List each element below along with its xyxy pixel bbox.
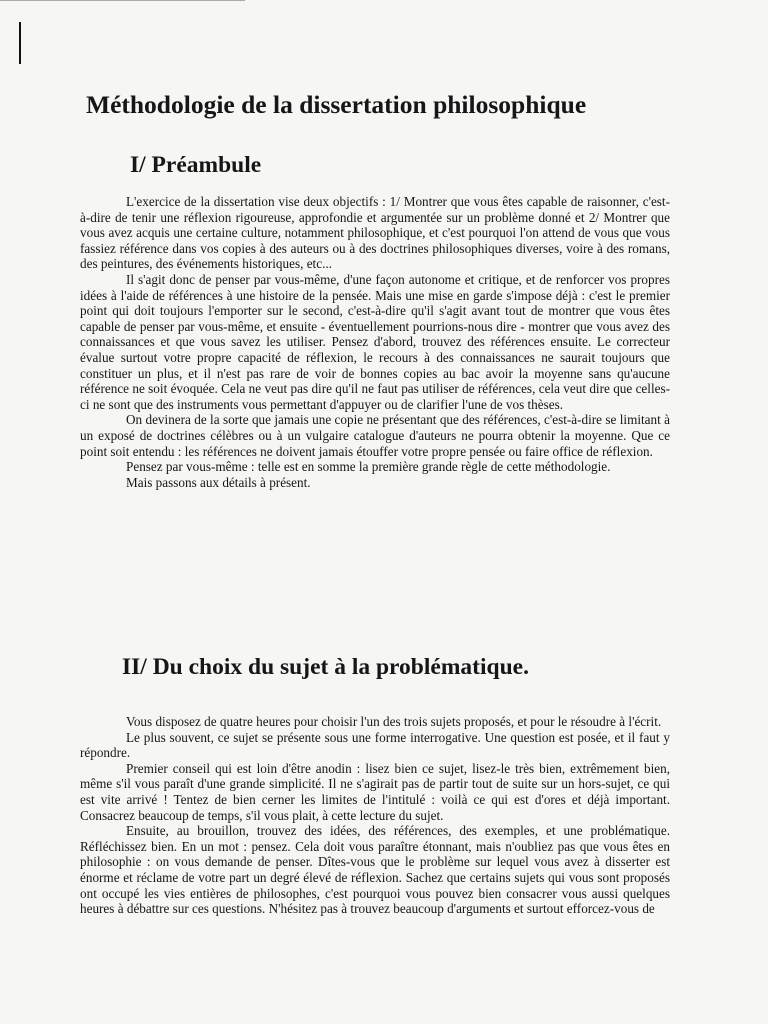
section-choix-du-sujet-body xyxy=(80,714,670,917)
paragraph: Vous disposez de quatre heures pour choisir l'un des trois sujets proposés, et pour le résoudre à l'écrit. xyxy=(126,714,662,729)
paragraph: Mais passons aux détails à présent. xyxy=(126,474,311,490)
paragraph: Le plus souvent, ce sujet se présente sous une forme interrogative. Une question est posée, et il faut y répondre. xyxy=(80,729,670,761)
paragraph: Il s'agit donc de penser par vous-même, d'une façon autonome et critique, et de renforcer vos propres idées à l'aide de références à une histoire de la pensée. Mais une mise en garde s'impose déjà : c'est le premier point qui doit toujours l'emporter sur le second, c'est-à-dire qu'il s'agit avant tout de montrer que vous êtes capable de penser par vous-même, et ensuite - éventuellement pourrions-nous dire - montrer que vous avez des connaissances et que vous savez les utiliser. Pensez d'abord, trouvez des références ensuite. Le correcteur évalue surtout votre propre capacité de réflexion, le recours à des connaissances ne saurait toujours que constituer un plus, et il n'est pas rare de voir de bonnes copies au bac avoir la moyenne sans qu'aucune référence ne soit évoquée. Cela ne veut pas dire qu'il ne faut pas utiliser de références, cela veut dire que celles-ci ne sont que des instruments vous permettant d'appuyer ou de clarifier l'une de vos thèses. xyxy=(80,271,670,412)
section-heading-preambule: I/ Préambule xyxy=(130,152,262,178)
section-heading-choix-du-sujet: II/ Du choix du sujet à la problématique. xyxy=(122,654,529,680)
paragraph: L'exercice de la dissertation vise deux objectifs : 1/ Montrer que vous êtes capable de raisonner, c'est-à-dire de tenir une réflexion rigoureuse, approfondie et argumentée sur un problème donné et 2/ Montrer que vous avez acquis une certaine culture, notamment philosophique, et c'est pourquoi l'on attend de vous que vous fassiez référence dans vos copies à des auteurs ou à des doctrines philosophiques diverses, voire à des romans, des peintures, des événements historiques, etc... xyxy=(80,194,670,272)
paragraph: Premier conseil qui est loin d'être anodin : lisez bien ce sujet, lisez-le très bien, extrêmement bien, même s'il vous paraît d'une grande simplicité. Il ne s'agirait pas de partir tout de suite sur un hors-sujet, ce qui est vite arrivé ! Tentez de bien cerner les limites de l'intitulé : voilà ce qui est d'ores et déjà important. Consacrez beaucoup de temps, s'il vous plait, à cette lecture du sujet. xyxy=(80,760,670,823)
document-title: Méthodologie de la dissertation philosophique xyxy=(86,90,587,119)
paragraph: Pensez par vous-même : telle est en somme la première grande règle de cette méthodologie. xyxy=(126,459,611,475)
section-preambule-body xyxy=(80,194,670,490)
scan-edge-line xyxy=(0,0,245,1)
paragraph: On devinera de la sorte que jamais une copie ne présentant que des références, c'est-à-dire se limitant à un exposé de doctrines célèbres ou à un vulgaire catalogue d'auteurs ne pourra obtenir la moyenne. Que ce point soit entendu : les références ne doivent jamais étouffer votre propre pensée ou faire office de réflexion. xyxy=(80,412,670,459)
paragraph: Ensuite, au brouillon, trouvez des idées, des références, des exemples, et une problématique. Réfléchissez bien. En un mot : pensez. Cela doit vous paraître étonnant, mais n'oubliez pas que vous êtes en philosophie : on vous demande de penser. Dîtes-vous que le problème sur lequel vous avez à disserter est énorme et réclame de votre part un degré élevé de réflexion. Sachez que certains sujets qui vous sont proposés ont occupé les vies entières de philosophes, c'est pourquoi vous pouvez bien consacrer vous aussi quelques heures à débattre sur ces questions. N'hésitez pas à trouvez beaucoup d'arguments et surtout efforcez-vous de xyxy=(80,823,670,917)
scan-margin-mark xyxy=(19,22,21,64)
